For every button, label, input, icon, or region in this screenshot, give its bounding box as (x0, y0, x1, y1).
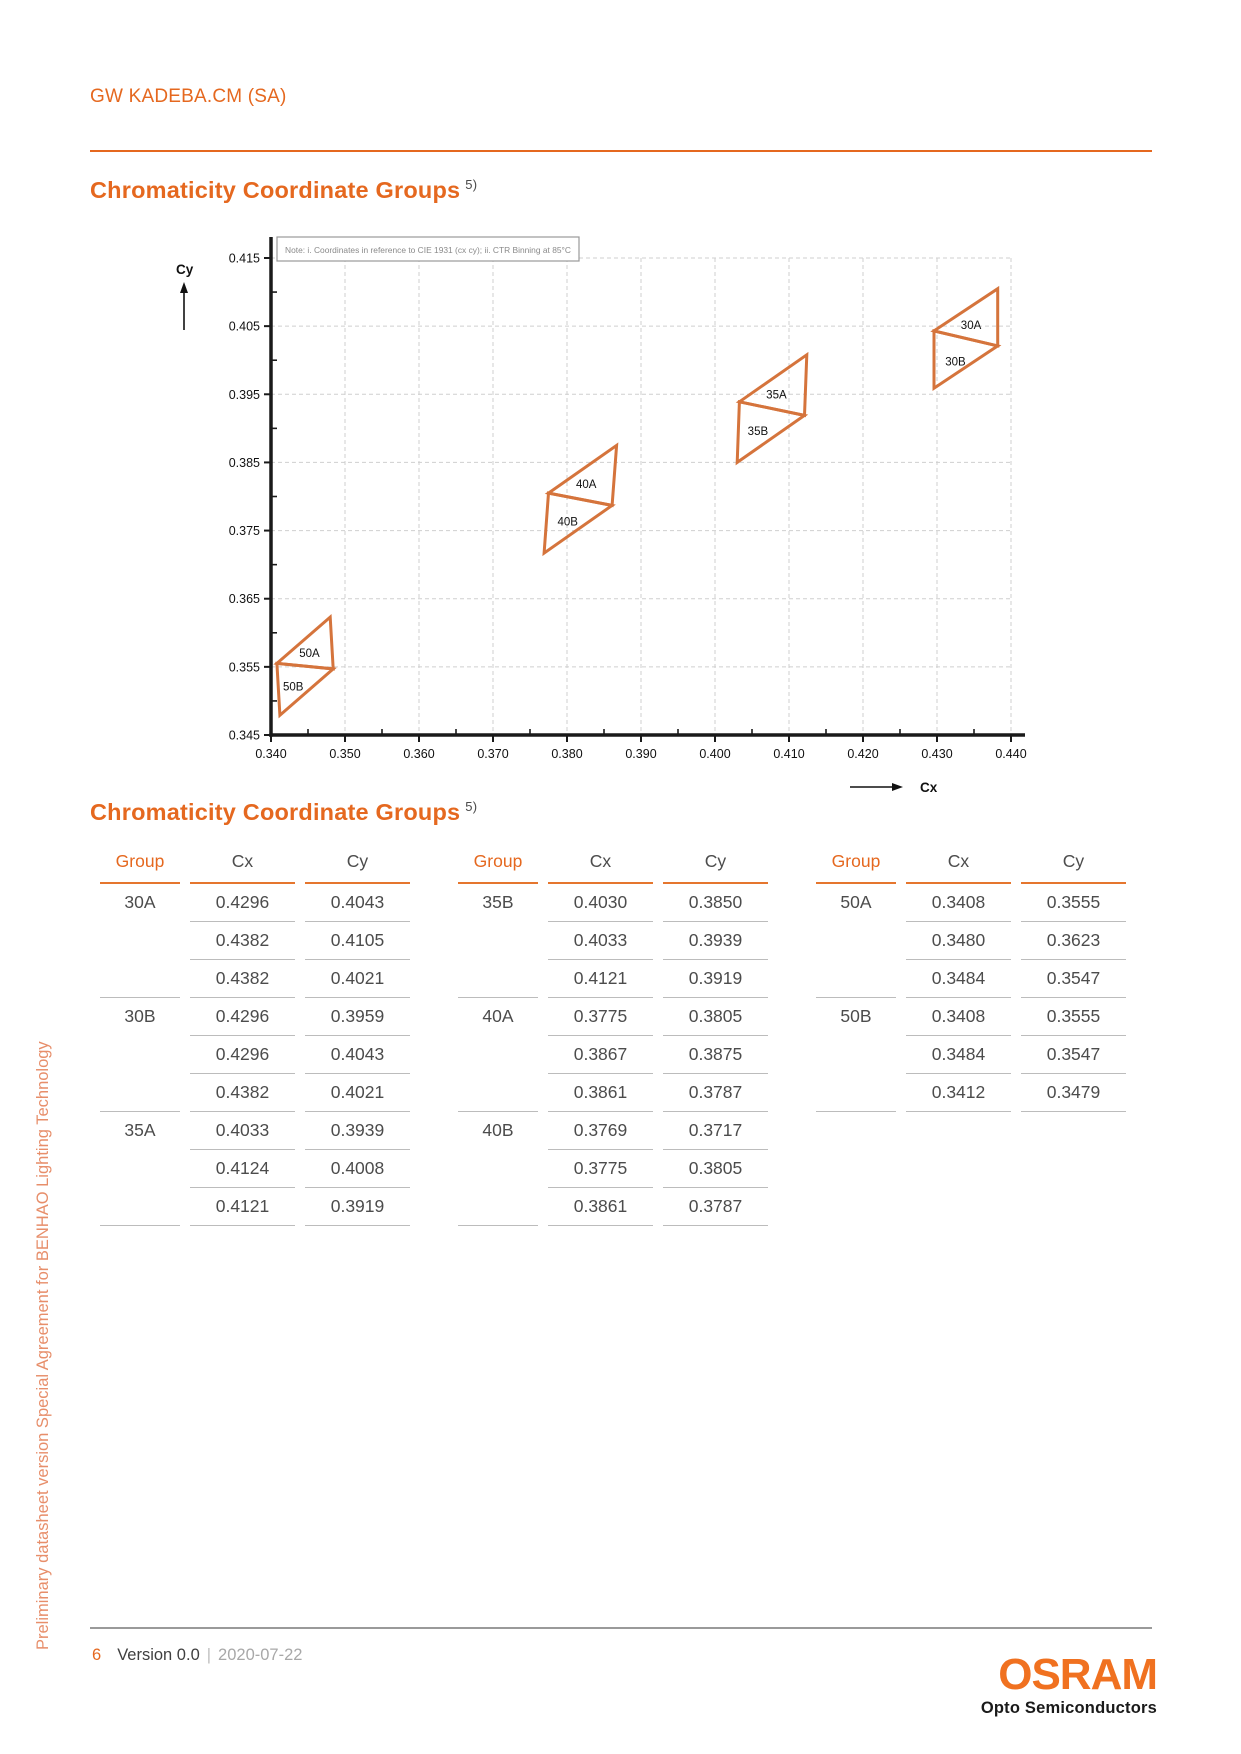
group-name-40A: 40A (482, 1006, 514, 1026)
cy-value: 0.4021 (305, 1074, 410, 1112)
cx-value: 0.4124 (190, 1150, 295, 1188)
group-name-50A: 50A (840, 892, 872, 912)
y-tick-label: 0.355 (228, 660, 260, 675)
cx-value: 0.4030 (548, 884, 653, 922)
cx-value: 0.4121 (548, 960, 653, 998)
cy-value: 0.3919 (663, 960, 768, 998)
group-name-empty (458, 1074, 538, 1112)
coord-row (100, 1112, 410, 1150)
x-tick-label: 0.430 (921, 747, 953, 761)
cy-value: 0.3479 (1021, 1074, 1126, 1112)
coord-row (100, 922, 410, 960)
osram-logo-subtitle: Opto Semiconductors (980, 1699, 1157, 1717)
y-tick-label: 0.345 (228, 728, 260, 743)
group-name-empty (816, 922, 896, 960)
group-name-30A: 30A (124, 892, 156, 912)
cy-value: 0.4105 (305, 922, 410, 960)
cy-value: 0.3805 (663, 1150, 768, 1188)
x-tick-label: 0.410 (773, 747, 805, 761)
coord-row (458, 1112, 768, 1150)
coord-row (816, 922, 1126, 960)
x-tick-label: 0.340 (255, 747, 287, 761)
y-tick-label: 0.375 (228, 524, 260, 539)
group-name-50B: 50B (840, 1006, 872, 1026)
coord-row (816, 998, 1126, 1036)
bin-label-40A: 40A (576, 479, 597, 492)
cy-value: 0.3919 (305, 1188, 410, 1226)
footer-divider (90, 1627, 1152, 1629)
group-name-empty (458, 1036, 538, 1074)
cx-value: 0.4121 (190, 1188, 295, 1226)
osram-logo (981, 1652, 1157, 1718)
bin-label-40B: 40B (557, 516, 578, 529)
x-tick-label: 0.440 (995, 747, 1027, 761)
group-name-empty (100, 960, 180, 998)
cy-value: 0.3959 (305, 998, 410, 1036)
cx-value: 0.3775 (548, 998, 653, 1036)
group-name-empty (100, 1036, 180, 1074)
section1-footnote: 5) (465, 177, 478, 192)
bin-label-50B: 50B (282, 681, 304, 694)
col-header-cx: Cx (906, 840, 1011, 884)
cx-value: 0.3861 (548, 1074, 653, 1112)
bin-label-35B: 35B (747, 426, 769, 439)
coord-row (458, 998, 768, 1036)
group-name-empty (458, 1188, 538, 1226)
coord-table-block-3 (806, 840, 1136, 1112)
page-number: 6 (92, 1646, 102, 1664)
cy-value: 0.3623 (1021, 922, 1126, 960)
col-header-cy: Cy (663, 840, 768, 884)
coord-row (816, 1074, 1126, 1112)
coord-row (816, 1036, 1126, 1074)
col-header-cx: Cx (190, 840, 295, 884)
coord-row (100, 998, 410, 1036)
cx-value: 0.4382 (190, 1074, 295, 1112)
x-tick-label: 0.420 (847, 747, 879, 761)
cy-value: 0.3555 (1021, 884, 1126, 922)
y-axis-arrowhead (180, 282, 188, 293)
coord-row (458, 1036, 768, 1074)
y-tick-label: 0.365 (228, 592, 260, 607)
coord-table-block-2 (448, 840, 778, 1226)
group-name-empty (458, 960, 538, 998)
coord-table-block-1 (90, 840, 420, 1226)
cx-value: 0.3484 (906, 1036, 1011, 1074)
cy-value: 0.3717 (663, 1112, 768, 1150)
section2-title-text: Chromaticity Coordinate Groups (90, 799, 461, 825)
coordinate-tables (90, 840, 1136, 1226)
x-tick-label: 0.380 (551, 747, 583, 761)
group-name-empty (816, 960, 896, 998)
cy-value: 0.4043 (305, 1036, 410, 1074)
coord-row (816, 960, 1126, 998)
group-name-35B: 35B (482, 892, 514, 912)
cx-value: 0.3867 (548, 1036, 653, 1074)
group-name-empty (816, 1074, 896, 1112)
coord-row (100, 884, 410, 922)
cx-value: 0.3408 (906, 998, 1011, 1036)
cx-value: 0.3861 (548, 1188, 653, 1226)
cy-value: 0.3787 (663, 1074, 768, 1112)
y-tick-label: 0.395 (228, 387, 260, 402)
bin-label-30A: 30A (960, 319, 982, 332)
coord-row (458, 960, 768, 998)
cy-value: 0.3787 (663, 1188, 768, 1226)
coord-row (100, 1036, 410, 1074)
col-header-cy: Cy (305, 840, 410, 884)
footer-separator: | (206, 1646, 212, 1664)
coord-row (100, 1188, 410, 1226)
section1-title (90, 177, 477, 204)
cx-value: 0.3775 (548, 1150, 653, 1188)
version-label: Version 0.0 (117, 1646, 200, 1664)
cy-value: 0.4043 (305, 884, 410, 922)
y-tick-label: 0.385 (228, 455, 260, 470)
section2-title (90, 799, 477, 826)
header-divider (90, 150, 1152, 152)
note-text: Note: i. Coordinates in reference to CIE 1931 (cx cy); ii. CTR Binning at 85°C (285, 245, 571, 255)
cx-value: 0.3769 (548, 1112, 653, 1150)
cy-value: 0.3547 (1021, 960, 1126, 998)
x-axis-arrowhead (892, 783, 903, 791)
group-name-empty (100, 1150, 180, 1188)
bin-region-35A (739, 355, 806, 416)
coord-row (100, 1150, 410, 1188)
group-name-40B: 40B (482, 1120, 514, 1140)
coord-row (100, 1074, 410, 1112)
col-header-cy: Cy (1021, 840, 1126, 884)
product-title: GW KADEBA.CM (SA) (90, 86, 287, 107)
section2-footnote: 5) (465, 799, 478, 814)
group-name-35A: 35A (124, 1120, 156, 1140)
cy-value: 0.3555 (1021, 998, 1126, 1036)
cy-value: 0.3939 (663, 922, 768, 960)
chromaticity-chart (160, 222, 1080, 797)
section1-title-text: Chromaticity Coordinate Groups (90, 177, 461, 203)
release-date: 2020-07-22 (218, 1646, 303, 1664)
bin-region-50A (277, 617, 333, 669)
cy-value: 0.3875 (663, 1036, 768, 1074)
cx-value: 0.4296 (190, 998, 295, 1036)
cx-value: 0.3484 (906, 960, 1011, 998)
group-name-empty (816, 1036, 896, 1074)
x-tick-label: 0.370 (477, 747, 509, 761)
cy-value: 0.3939 (305, 1112, 410, 1150)
coord-row (100, 960, 410, 998)
cx-value: 0.3480 (906, 922, 1011, 960)
y-tick-label: 0.405 (228, 319, 260, 334)
coord-row (458, 1150, 768, 1188)
y-tick-label: 0.415 (228, 251, 260, 266)
col-header-cx: Cx (548, 840, 653, 884)
cy-value: 0.3547 (1021, 1036, 1126, 1074)
col-header-group: Group (458, 840, 538, 884)
cx-value: 0.4382 (190, 922, 295, 960)
col-header-group: Group (100, 840, 180, 884)
osram-logo-brand: OSRAM (998, 1650, 1157, 1699)
cy-value: 0.4021 (305, 960, 410, 998)
cy-value: 0.3805 (663, 998, 768, 1036)
cx-value: 0.4033 (190, 1112, 295, 1150)
coord-row (458, 922, 768, 960)
chromaticity-chart-svg (160, 222, 1080, 797)
preliminary-watermark: Preliminary datasheet version Special Agreement for BENHAO Lighting Technology (34, 1041, 52, 1650)
x-tick-label: 0.390 (625, 747, 657, 761)
x-tick-label: 0.400 (699, 747, 731, 761)
cx-value: 0.3408 (906, 884, 1011, 922)
bin-label-35A: 35A (766, 389, 787, 402)
cx-value: 0.3412 (906, 1074, 1011, 1112)
group-name-empty (458, 1150, 538, 1188)
cx-value: 0.4382 (190, 960, 295, 998)
footer-text (92, 1646, 302, 1665)
cx-value: 0.4033 (548, 922, 653, 960)
group-name-empty (100, 922, 180, 960)
cy-value: 0.3850 (663, 884, 768, 922)
coord-row (458, 884, 768, 922)
x-axis-title: Cx (920, 780, 938, 795)
bin-label-30B: 30B (945, 356, 966, 369)
cx-value: 0.4296 (190, 1036, 295, 1074)
coord-row (458, 1074, 768, 1112)
col-header-group: Group (816, 840, 896, 884)
bin-region-40B (544, 493, 612, 553)
x-tick-label: 0.360 (403, 747, 435, 761)
group-name-30B: 30B (124, 1006, 156, 1026)
cy-value: 0.4008 (305, 1150, 410, 1188)
bin-region-30B (934, 331, 998, 388)
x-tick-label: 0.350 (329, 747, 361, 761)
y-axis-title: Cy (176, 262, 194, 277)
coord-row (816, 884, 1126, 922)
group-name-empty (458, 922, 538, 960)
cx-value: 0.4296 (190, 884, 295, 922)
coord-row (458, 1188, 768, 1226)
bin-label-50A: 50A (299, 648, 320, 661)
group-name-empty (100, 1074, 180, 1112)
group-name-empty (100, 1188, 180, 1226)
